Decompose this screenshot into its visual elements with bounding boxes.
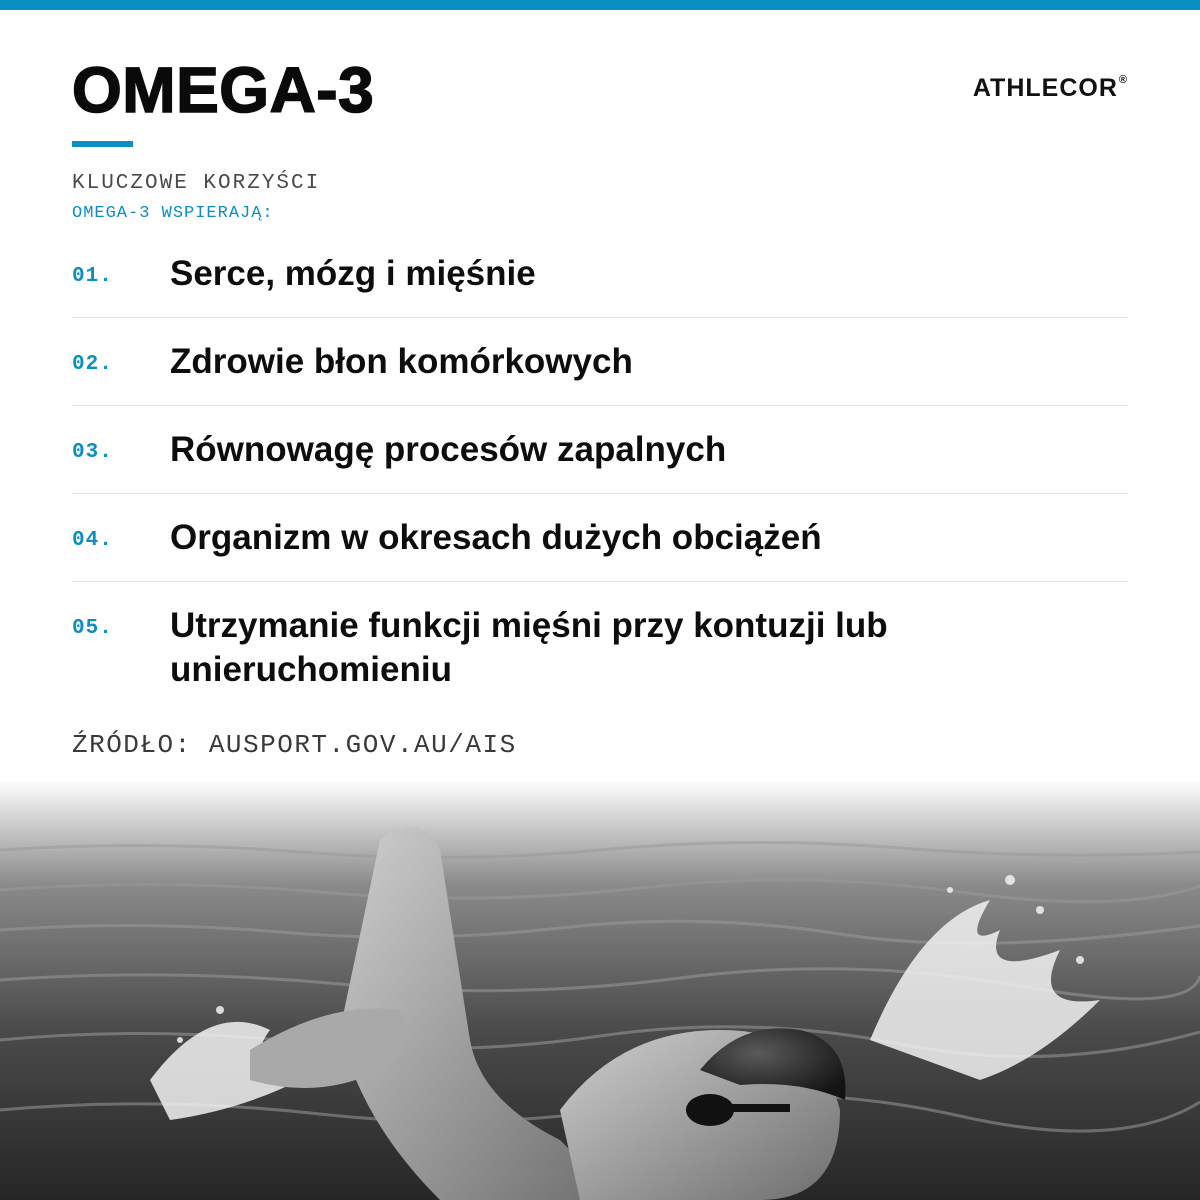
brand-logo xyxy=(973,74,1128,103)
item-number: 02. xyxy=(72,353,113,376)
top-accent-bar xyxy=(0,0,1200,10)
item-number: 05. xyxy=(72,617,113,640)
item-number: 01. xyxy=(72,265,113,288)
item-text: Utrzymanie funkcji mięśni przy kontuzji lub unieruchomieniu xyxy=(170,606,888,689)
list-item xyxy=(72,230,1128,318)
list-item xyxy=(72,406,1128,494)
registered-mark: ® xyxy=(1118,73,1128,86)
item-number: 03. xyxy=(72,441,113,464)
list-item xyxy=(72,494,1128,582)
benefits-list xyxy=(72,230,1128,702)
page-title: OMEGA-3 xyxy=(72,54,375,126)
section-lead: OMEGA-3 WSPIERAJĄ: xyxy=(72,204,274,223)
list-item xyxy=(72,318,1128,406)
item-text: Serce, mózg i mięśnie xyxy=(170,254,536,293)
item-text: Równowagę procesów zapalnych xyxy=(170,430,727,469)
item-text: Organizm w okresach dużych obciążeń xyxy=(170,518,822,557)
swimmer-photo xyxy=(0,780,1200,1200)
title-underline xyxy=(72,141,133,147)
swimmer-illustration xyxy=(0,780,1200,1200)
item-number: 04. xyxy=(72,529,113,552)
section-subtitle: KLUCZOWE KORZYŚCI xyxy=(72,172,321,195)
source-citation: ŹRÓDŁO: AUSPORT.GOV.AU/AIS xyxy=(72,730,517,760)
list-item xyxy=(72,582,1128,702)
item-text: Zdrowie błon komórkowych xyxy=(170,342,633,381)
brand-logo-text: ATHLECOR xyxy=(972,74,1118,102)
